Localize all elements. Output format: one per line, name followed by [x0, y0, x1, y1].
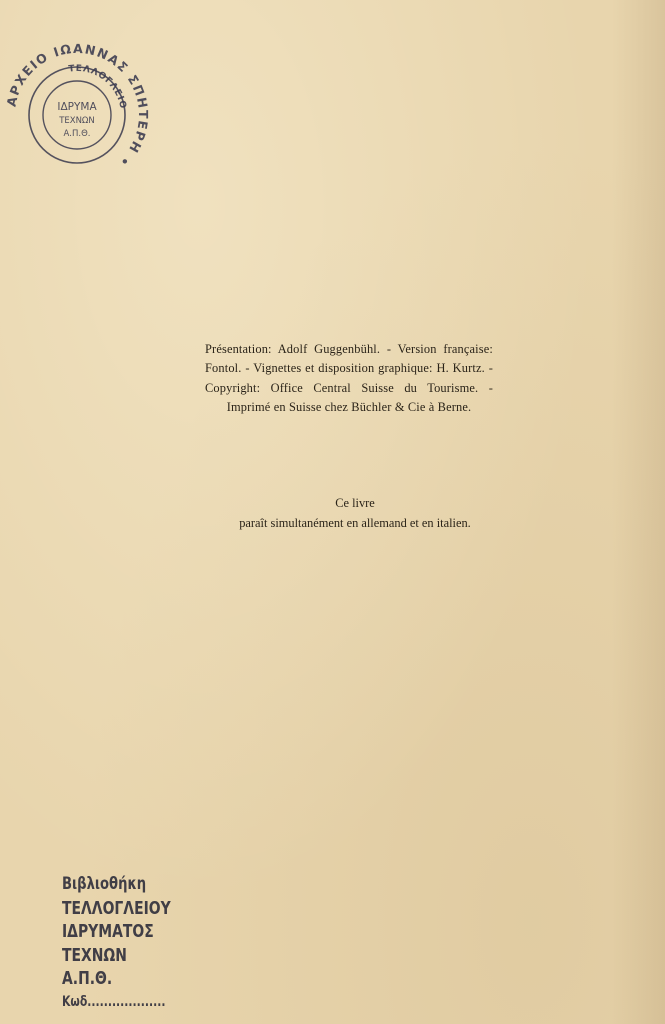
svg-text:ΑΡΧΕΙΟ ΙΩΑΝΝΑΣ ΣΠΗΤΕΡΗ •: ΑΡΧΕΙΟ ΙΩΑΝΝΑΣ ΣΠΗΤΕΡΗ • — [3, 40, 152, 171]
svg-text:ΙΔΡΥΜΑ: ΙΔΡΥΜΑ — [57, 101, 97, 113]
library-stamp-code-line: Κωδ................... — [62, 993, 166, 1010]
edition-notice-line-1: Ce livre — [335, 496, 375, 510]
edition-notice — [170, 494, 540, 533]
library-stamp-line: Βιβλιοθήκη — [62, 874, 147, 894]
svg-text:Α.Π.Θ.: Α.Π.Θ. — [63, 129, 91, 139]
library-stamp — [62, 873, 234, 1014]
svg-text:ΤΕΛΛΟΓΛΕΙΟ: ΤΕΛΛΟΓΛΕΙΟ — [68, 63, 128, 111]
library-stamp-line: Α.Π.Θ. — [62, 968, 113, 989]
svg-text:ΤΕΧΝΩΝ: ΤΕΧΝΩΝ — [59, 116, 95, 126]
archive-stamp-seal — [2, 40, 152, 190]
archive-stamp — [2, 40, 152, 190]
library-stamp-line: ΙΔΡΥΜΑΤΟΣ — [62, 921, 154, 942]
edition-notice-line-2: paraît simultanément en allemand et en italien. — [239, 515, 471, 530]
library-stamp-line: ΤΕΧΝΩΝ — [62, 944, 127, 966]
colophon-text: Présentation: Adolf Guggenbühl. - Version française: Fontol. - Vignettes et disposition graphique: H. Kurtz. - Copyright: Office Central Suisse du Tourisme. - Imprimé en Suisse chez Büchler & Cie à Berne. — [205, 342, 493, 415]
library-stamp-line: ΤΕΛΛΟΓΛΕΙΟΥ — [62, 897, 171, 919]
